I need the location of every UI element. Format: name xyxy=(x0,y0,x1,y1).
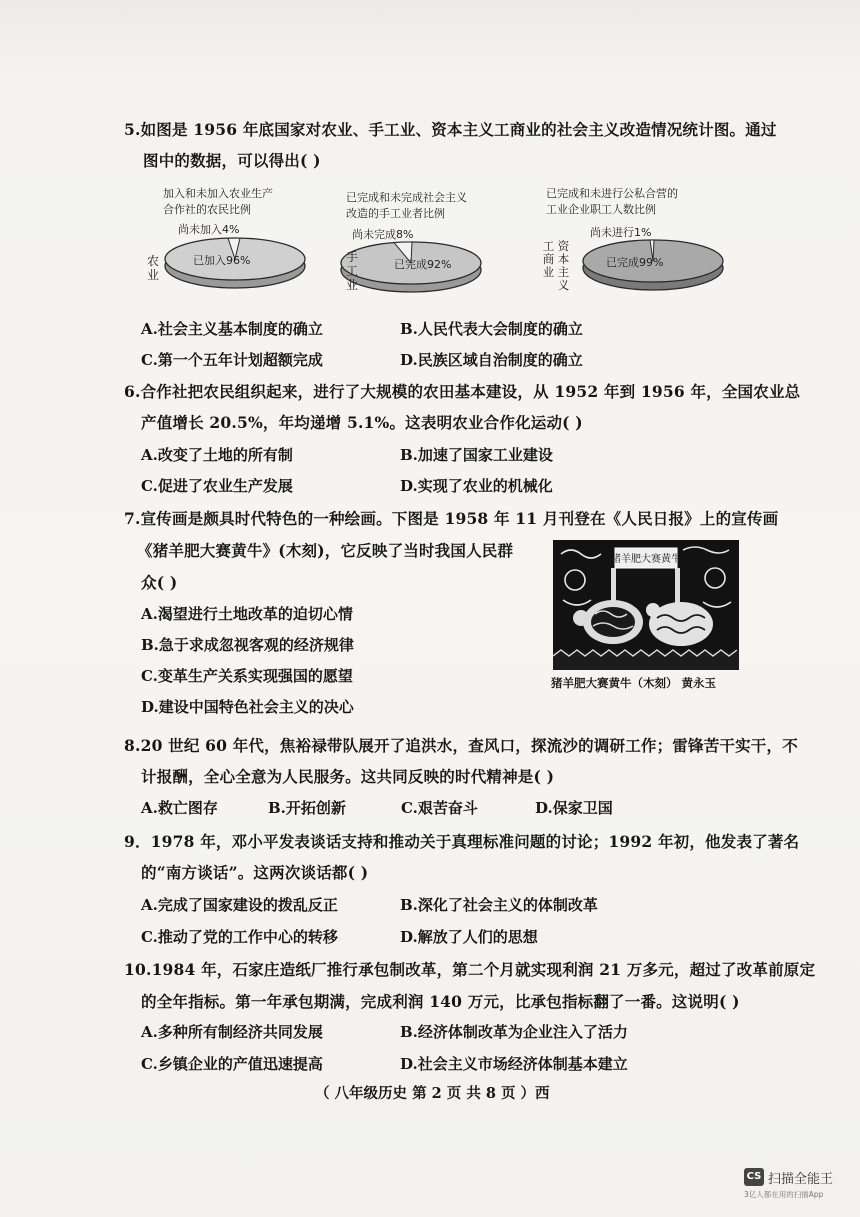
pie2-title-l1: 已完成和未完成社会主义 xyxy=(346,191,467,204)
q5-option-c: C.第一个五年计划超额完成 xyxy=(141,351,323,369)
pie2-main-label: 已完成92% xyxy=(394,258,452,271)
q9-option-a: A.完成了国家建设的拨乱反正 xyxy=(141,896,338,914)
q7-option-c: C.变革生产关系实现强国的愿望 xyxy=(141,667,353,685)
q5-line2: 图中的数据，可以得出( ) xyxy=(143,151,321,170)
pie3-minor-label: 尚未进行1% xyxy=(590,226,652,239)
q9-line1: 9．1978 年，邓小平发表谈话支持和推动关于真理标准问题的讨论；1992 年初，他发表了著名 xyxy=(124,832,800,851)
pie3-side-label-b: 资 本 主 义 xyxy=(557,239,570,292)
q9-line2: 的“南方谈话”。这两次谈话都( ) xyxy=(141,863,369,882)
q7-option-b: B.急于求成忽视客观的经济规律 xyxy=(141,636,354,654)
q8-option-c: C.艰苦奋斗 xyxy=(401,799,478,817)
q10-option-a: A.多种所有制经济共同发展 xyxy=(141,1023,323,1041)
q9-option-c: C.推动了党的工作中心的转移 xyxy=(141,928,338,946)
pie3-title-l2: 工业企业职工人数比例 xyxy=(546,203,656,216)
q5-line1: 5.如图是 1956 年底国家对农业、手工业、资本主义工商业的社会主义改造情况统计图。通过 xyxy=(124,120,777,139)
q7-option-a: A.渴望进行土地改革的迫切心情 xyxy=(141,605,353,623)
q10-line1: 10.1984 年，石家庄造纸厂推行承包制改革，第二个月就实现利润 21 万多元，超过了改革前原定 xyxy=(124,960,816,979)
q7-line2: 《猪羊肥大赛黄牛》(木刻)，它反映了当时我国人民群 xyxy=(137,541,514,560)
q8-line1: 8.20 世纪 60 年代，焦裕禄带队展开了追洪水，查风口，探流沙的调研工作；雷锋苦干实干，不 xyxy=(124,736,798,755)
q5-option-a: A.社会主义基本制度的确立 xyxy=(141,320,323,338)
camscanner-icon: CS xyxy=(744,1168,764,1186)
q9-option-b: B.深化了社会主义的体制改革 xyxy=(400,896,598,914)
woodcut-image xyxy=(553,540,739,670)
q6-line2: 产值增长 20.5%，年均递增 5.1%。这表明农业合作化运动( ) xyxy=(141,413,583,432)
q8-option-b: B.开拓创新 xyxy=(268,799,346,817)
q8-option-d: D.保家卫国 xyxy=(535,799,613,817)
q6-option-b: B.加速了国家工业建设 xyxy=(400,446,553,464)
pie1-main-label: 已加入96% xyxy=(193,254,251,267)
q10-option-b: B.经济体制改革为企业注入了活力 xyxy=(400,1023,628,1041)
pie1-title-l1: 加入和未加入农业生产 xyxy=(163,187,273,200)
q7-option-d: D.建设中国特色社会主义的决心 xyxy=(141,698,354,716)
pie3-side-label-a: 工 商 业 xyxy=(542,239,555,279)
pie2-minor-label: 尚未完成8% xyxy=(352,228,414,241)
q6-line1: 6.合作社把农民组织起来，进行了大规模的农田基本建设，从 1952 年到 1956 年，全国农业总 xyxy=(124,382,801,401)
page-footer: （ 八年级历史 第 2 页 共 8 页 ）西 xyxy=(315,1085,550,1102)
q10-option-d: D.社会主义市场经济体制基本建立 xyxy=(400,1055,628,1073)
pie3-main-label: 已完成99% xyxy=(606,256,664,269)
watermark-slogan: 3亿人都在用的扫描App xyxy=(744,1190,824,1199)
q5-option-b: B.人民代表大会制度的确立 xyxy=(400,320,583,338)
q9-option-d: D.解放了人们的思想 xyxy=(400,928,538,946)
pie1-title-l2: 合作社的农民比例 xyxy=(163,203,251,216)
pie1-side-label: 农 业 xyxy=(146,254,159,282)
q10-option-c: C.乡镇企业的产值迅速提高 xyxy=(141,1055,323,1073)
woodcut-banner: 猪羊肥大赛黄牛 xyxy=(611,554,681,565)
q6-option-d: D.实现了农业的机械化 xyxy=(400,477,553,495)
watermark-name: 扫描全能王 xyxy=(768,1172,834,1187)
q8-option-a: A.救亡图存 xyxy=(141,799,218,817)
pie2-side-label: 手 工 业 xyxy=(345,250,358,292)
q6-option-a: A.改变了土地的所有制 xyxy=(141,446,293,464)
q6-option-c: C.促进了农业生产发展 xyxy=(141,477,293,495)
pie3-title-l1: 已完成和未进行公私合营的 xyxy=(546,187,678,200)
woodcut-caption: 猪羊肥大赛黄牛（木刻） 黄永玉 xyxy=(551,676,717,690)
q7-line1: 7.宣传画是颇具时代特色的一种绘画。下图是 1958 年 11 月刊登在《人民日报》上的宣传画 xyxy=(124,509,779,528)
q5-option-d: D.民族区域自治制度的确立 xyxy=(400,351,583,369)
q8-line2: 计报酬，全心全意为人民服务。这共同反映的时代精神是( ) xyxy=(141,767,555,786)
pie1-minor-label: 尚未加入4% xyxy=(178,223,240,236)
q7-line3: 众( ) xyxy=(141,573,178,592)
q10-line2: 的全年指标。第一年承包期满，完成利润 140 万元，比承包指标翻了一番。这说明( ) xyxy=(141,992,740,1011)
pie2-title-l2: 改造的手工业者比例 xyxy=(346,207,445,220)
